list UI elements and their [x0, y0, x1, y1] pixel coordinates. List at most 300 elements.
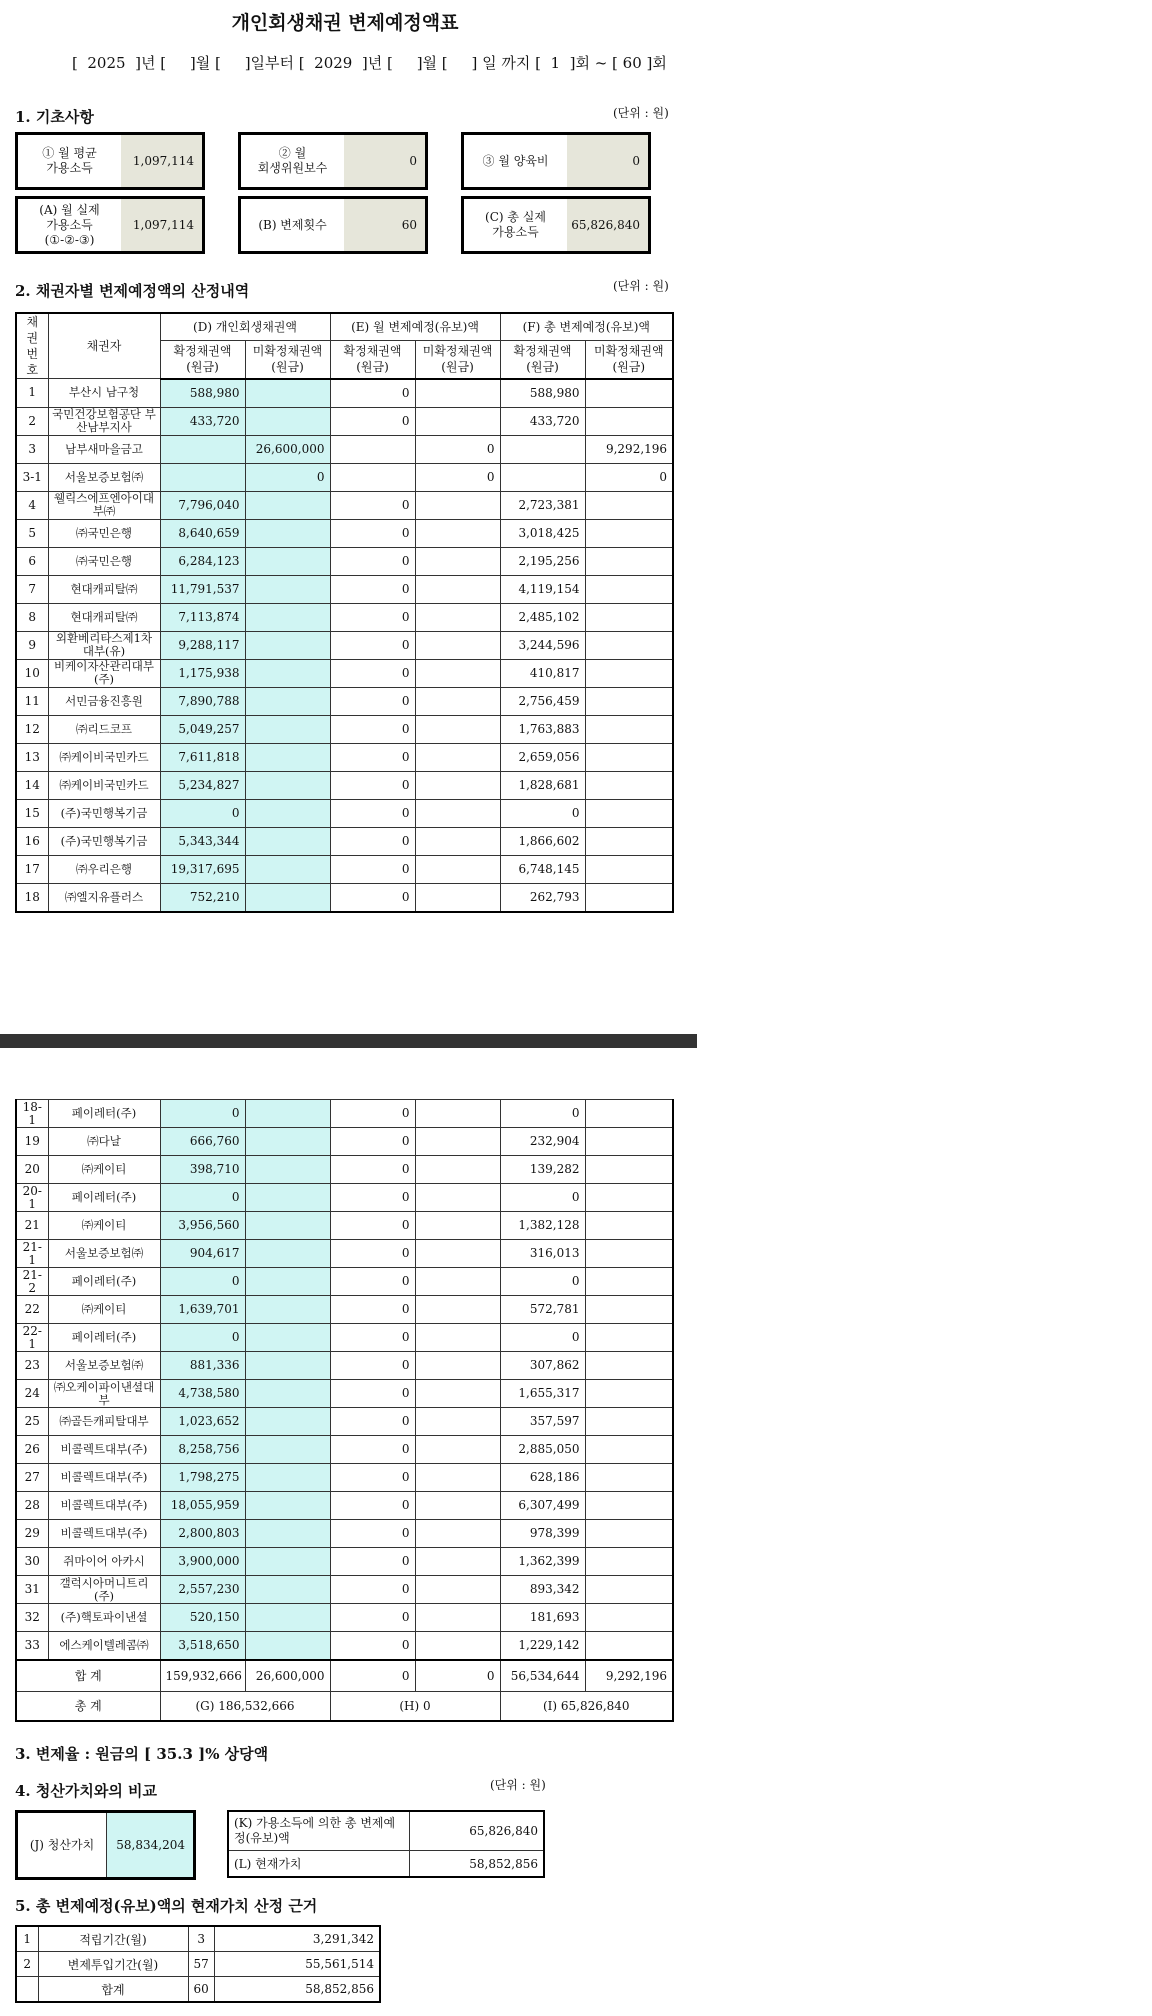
row-creditor: 비콜렉트대부(주): [48, 1520, 160, 1548]
k-label: (K) 가용소득에 의한 총 변제예정(유보)액: [228, 1811, 410, 1851]
row-creditor: ㈜케이비국민카드: [48, 743, 160, 771]
row-d-confirmed: 3,900,000: [160, 1548, 245, 1576]
row-d-unconfirmed: [245, 1604, 330, 1632]
row-e-unconfirmed: [415, 1464, 500, 1492]
row-e-confirmed: [330, 435, 415, 463]
pv-no: 2: [16, 1952, 38, 1977]
row-d-confirmed: 0: [160, 1100, 245, 1128]
creditor-row: [16, 1548, 673, 1576]
row-f-unconfirmed: 0: [585, 463, 673, 491]
f-confirmed-header: 확정채권액 (원금): [500, 340, 585, 378]
row-e-unconfirmed: [415, 1156, 500, 1184]
row-f-unconfirmed: [585, 1100, 673, 1128]
row-d-confirmed: 2,557,230: [160, 1576, 245, 1604]
row-e-confirmed: 0: [330, 1128, 415, 1156]
basic-info-label: ② 월 회생위원보수: [257, 146, 328, 175]
row-e-confirmed: 0: [330, 519, 415, 547]
row-f-confirmed: 0: [500, 1268, 585, 1296]
row-no: 29: [16, 1520, 48, 1548]
row-e-confirmed: 0: [330, 631, 415, 659]
row-no: 21-2: [16, 1268, 48, 1296]
row-d-unconfirmed: [245, 1380, 330, 1408]
row-f-unconfirmed: [585, 1324, 673, 1352]
creditor-row: [16, 407, 673, 435]
row-creditor: 현대캐피탈㈜: [48, 603, 160, 631]
row-creditor: ㈜케이티: [48, 1156, 160, 1184]
row-no: 8: [16, 603, 48, 631]
row-d-confirmed: 18,055,959: [160, 1492, 245, 1520]
row-no: 22: [16, 1296, 48, 1324]
row-d-confirmed: 398,710: [160, 1156, 245, 1184]
row-f-unconfirmed: [585, 799, 673, 827]
row-f-confirmed: 2,485,102: [500, 603, 585, 631]
basic-info-value: 0: [567, 135, 648, 187]
row-creditor: ㈜케이티: [48, 1212, 160, 1240]
row-no: 17: [16, 855, 48, 883]
row-d-confirmed: 588,980: [160, 379, 245, 408]
row-d-confirmed: 1,023,652: [160, 1408, 245, 1436]
row-d-unconfirmed: [245, 379, 330, 408]
row-f-confirmed: 433,720: [500, 407, 585, 435]
row-e-confirmed: 0: [330, 1212, 415, 1240]
row-no: 14: [16, 771, 48, 799]
unit-label-1: (단위 : 원): [613, 106, 669, 120]
row-e-confirmed: 0: [330, 1324, 415, 1352]
row-creditor: 서울보증보험㈜: [48, 1352, 160, 1380]
row-creditor: 서울보증보험㈜: [48, 1240, 160, 1268]
row-e-unconfirmed: [415, 659, 500, 687]
row-f-confirmed: 1,828,681: [500, 771, 585, 799]
row-d-confirmed: 904,617: [160, 1240, 245, 1268]
document-title: 개인회생채권 변제예정액표: [231, 12, 459, 34]
row-no: 32: [16, 1604, 48, 1632]
col-no-header: 채권 번호: [16, 313, 48, 379]
creditor-row: [16, 883, 673, 912]
row-d-unconfirmed: [245, 1240, 330, 1268]
present-value-row: [16, 1926, 380, 1952]
row-no: 2: [16, 407, 48, 435]
row-d-unconfirmed: [245, 771, 330, 799]
row-e-unconfirmed: [415, 379, 500, 408]
creditor-row: [16, 1576, 673, 1604]
row-f-confirmed: 262,793: [500, 883, 585, 912]
basic-info-value: 65,826,840: [567, 199, 648, 251]
row-e-confirmed: 0: [330, 1408, 415, 1436]
row-d-confirmed: 0: [160, 1268, 245, 1296]
row-creditor: 페이레터(주): [48, 1268, 160, 1296]
total-e-confirmed: 0: [330, 1660, 415, 1692]
pv-label: 합계: [38, 1977, 188, 2003]
row-creditor: 페이레터(주): [48, 1184, 160, 1212]
row-f-unconfirmed: [585, 1184, 673, 1212]
row-e-unconfirmed: [415, 715, 500, 743]
row-e-confirmed: 0: [330, 1352, 415, 1380]
col-creditor-header: 채권자: [48, 313, 160, 379]
row-e-confirmed: 0: [330, 855, 415, 883]
present-value-row: [16, 1952, 380, 1977]
creditor-row: [16, 1408, 673, 1436]
row-f-confirmed: 0: [500, 1324, 585, 1352]
row-creditor: ㈜케이티: [48, 1296, 160, 1324]
row-creditor: 페이레터(주): [48, 1324, 160, 1352]
l-label: (L) 현재가치: [228, 1851, 410, 1878]
row-creditor: 쥐마이어 아카시: [48, 1548, 160, 1576]
row-e-confirmed: 0: [330, 1100, 415, 1128]
row-no: 12: [16, 715, 48, 743]
row-f-unconfirmed: [585, 1548, 673, 1576]
row-e-unconfirmed: [415, 1184, 500, 1212]
row-f-confirmed: 3,018,425: [500, 519, 585, 547]
creditor-row: [16, 771, 673, 799]
row-f-unconfirmed: [585, 407, 673, 435]
row-f-confirmed: 2,756,459: [500, 687, 585, 715]
row-e-confirmed: 0: [330, 1156, 415, 1184]
row-f-unconfirmed: [585, 1268, 673, 1296]
row-e-unconfirmed: [415, 1548, 500, 1576]
basic-info-label: (A) 월 실제 가용소득 (①-②-③): [39, 202, 100, 247]
col-d-header: (D) 개인회생채권액: [160, 313, 330, 340]
row-no: 9: [16, 631, 48, 659]
row-f-unconfirmed: [585, 1604, 673, 1632]
basic-info-value: 60: [344, 199, 425, 251]
row-e-unconfirmed: 0: [415, 463, 500, 491]
creditor-row: [16, 519, 673, 547]
row-e-confirmed: 0: [330, 603, 415, 631]
row-creditor: 비콜렉트대부(주): [48, 1464, 160, 1492]
l-value: 58,852,856: [410, 1851, 545, 1878]
row-e-confirmed: 0: [330, 1632, 415, 1661]
row-f-unconfirmed: [585, 1380, 673, 1408]
row-e-unconfirmed: [415, 1240, 500, 1268]
section3-heading: 3. 변제율 : 원금의 [ 35.3 ]% 상당액: [15, 1745, 269, 1763]
row-f-unconfirmed: [585, 883, 673, 912]
row-f-confirmed: 893,342: [500, 1576, 585, 1604]
row-creditor: ㈜다날: [48, 1128, 160, 1156]
row-no: 21-1: [16, 1240, 48, 1268]
row-d-unconfirmed: [245, 1576, 330, 1604]
row-no: 28: [16, 1492, 48, 1520]
creditor-row: [16, 1492, 673, 1520]
row-f-confirmed: 1,362,399: [500, 1548, 585, 1576]
row-d-unconfirmed: [245, 1128, 330, 1156]
row-f-confirmed: 1,382,128: [500, 1212, 585, 1240]
row-creditor: (주)국민행복기금: [48, 827, 160, 855]
row-e-confirmed: 0: [330, 547, 415, 575]
row-e-confirmed: 0: [330, 1520, 415, 1548]
row-e-unconfirmed: [415, 883, 500, 912]
row-d-confirmed: 3,518,650: [160, 1632, 245, 1661]
row-f-confirmed: 572,781: [500, 1296, 585, 1324]
f-unconfirmed-header: 미확정채권액 (원금): [585, 340, 673, 378]
row-e-confirmed: 0: [330, 1604, 415, 1632]
row-f-unconfirmed: [585, 1492, 673, 1520]
creditor-row: [16, 1464, 673, 1492]
row-no: 30: [16, 1548, 48, 1576]
row-e-unconfirmed: [415, 1296, 500, 1324]
basic-info-box: [238, 132, 428, 190]
row-creditor: 외환베리타스제1차대부(유): [48, 631, 160, 659]
row-f-confirmed: [500, 435, 585, 463]
row-e-confirmed: 0: [330, 1240, 415, 1268]
row-e-unconfirmed: [415, 855, 500, 883]
unit-label-2: (단위 : 원): [613, 279, 669, 293]
section5-heading: 5. 총 변제예정(유보)액의 현재가치 산정 근거: [15, 1897, 318, 1915]
row-no: 6: [16, 547, 48, 575]
row-creditor: ㈜골든캐피탈대부: [48, 1408, 160, 1436]
row-creditor: ㈜우리은행: [48, 855, 160, 883]
row-e-confirmed: 0: [330, 827, 415, 855]
creditor-row: [16, 379, 673, 408]
creditor-row: [16, 1380, 673, 1408]
row-f-unconfirmed: [585, 1436, 673, 1464]
creditor-row: [16, 631, 673, 659]
row-d-unconfirmed: [245, 575, 330, 603]
creditor-row: [16, 1632, 673, 1661]
row-e-confirmed: 0: [330, 1268, 415, 1296]
row-no: 19: [16, 1128, 48, 1156]
row-e-unconfirmed: [415, 1520, 500, 1548]
row-no: 18-1: [16, 1100, 48, 1128]
basic-info-box: [15, 196, 205, 254]
basic-info-label: (C) 총 실제 가용소득: [485, 210, 546, 239]
row-f-confirmed: 181,693: [500, 1604, 585, 1632]
row-f-confirmed: [500, 463, 585, 491]
basic-info-value: 1,097,114: [121, 135, 202, 187]
row-e-unconfirmed: [415, 1212, 500, 1240]
liquidation-value: 58,834,204: [106, 1813, 193, 1877]
row-d-confirmed: 0: [160, 1184, 245, 1212]
row-creditor: 서울보증보험㈜: [48, 463, 160, 491]
row-d-unconfirmed: [245, 1156, 330, 1184]
page-separator: [0, 1034, 697, 1048]
row-d-confirmed: 8,640,659: [160, 519, 245, 547]
row-d-confirmed: 7,113,874: [160, 603, 245, 631]
row-d-unconfirmed: [245, 687, 330, 715]
row-f-unconfirmed: [585, 1632, 673, 1661]
liquidation-value-label: (J) 청산가치: [29, 1837, 95, 1852]
row-no: 33: [16, 1632, 48, 1661]
k-value: 65,826,840: [410, 1811, 545, 1851]
creditor-row: [16, 1212, 673, 1240]
basic-info-box: [461, 132, 651, 190]
row-creditor: 현대캐피탈㈜: [48, 575, 160, 603]
row-f-confirmed: 410,817: [500, 659, 585, 687]
pv-amount: 3,291,342: [214, 1926, 380, 1952]
row-f-unconfirmed: [585, 379, 673, 408]
total-d-confirmed: 159,932,666: [160, 1660, 245, 1692]
creditor-row: [16, 799, 673, 827]
row-e-confirmed: 0: [330, 1548, 415, 1576]
row-f-unconfirmed: [585, 1352, 673, 1380]
grand-total-i: (I) 65,826,840: [500, 1692, 673, 1722]
payment-period: [ 2025 ]년 [ ]월 [ ]일부터 [ 2029 ]년 [ ]월 [ ] 일 까지 [ 1 ]회 ~ [ 60 ]회: [72, 54, 667, 72]
row-f-unconfirmed: [585, 547, 673, 575]
row-f-unconfirmed: [585, 1128, 673, 1156]
row-d-confirmed: 19,317,695: [160, 855, 245, 883]
row-d-unconfirmed: 0: [245, 463, 330, 491]
creditor-row: [16, 855, 673, 883]
grand-total-label: 총 계: [16, 1692, 160, 1722]
creditor-row: [16, 575, 673, 603]
row-no: 16: [16, 827, 48, 855]
row-no: 15: [16, 799, 48, 827]
row-f-confirmed: 357,597: [500, 1408, 585, 1436]
row-e-unconfirmed: [415, 1576, 500, 1604]
row-no: 13: [16, 743, 48, 771]
row-f-unconfirmed: [585, 687, 673, 715]
row-e-unconfirmed: [415, 1100, 500, 1128]
row-e-unconfirmed: 0: [415, 435, 500, 463]
row-e-unconfirmed: [415, 1352, 500, 1380]
row-e-unconfirmed: [415, 687, 500, 715]
row-creditor: 서민금융진흥원: [48, 687, 160, 715]
creditor-row: [16, 1436, 673, 1464]
row-no: 21: [16, 1212, 48, 1240]
row-d-confirmed: 881,336: [160, 1352, 245, 1380]
creditor-row: [16, 659, 673, 687]
row-d-unconfirmed: [245, 1100, 330, 1128]
row-d-unconfirmed: [245, 1324, 330, 1352]
total-label: 합 계: [16, 1660, 160, 1692]
total-e-unconfirmed: 0: [415, 1660, 500, 1692]
row-d-confirmed: 7,796,040: [160, 491, 245, 519]
basic-info-box: [238, 196, 428, 254]
pv-months: 57: [188, 1952, 214, 1977]
row-e-unconfirmed: [415, 743, 500, 771]
row-f-confirmed: 1,763,883: [500, 715, 585, 743]
row-e-unconfirmed: [415, 603, 500, 631]
row-d-unconfirmed: [245, 1464, 330, 1492]
row-d-confirmed: [160, 463, 245, 491]
row-d-unconfirmed: [245, 1548, 330, 1576]
row-d-unconfirmed: [245, 1352, 330, 1380]
pv-months: 3: [188, 1926, 214, 1952]
row-f-confirmed: 2,723,381: [500, 491, 585, 519]
row-creditor: 갤럭시아머니트리(주): [48, 1576, 160, 1604]
row-creditor: ㈜리드코프: [48, 715, 160, 743]
row-d-confirmed: 666,760: [160, 1128, 245, 1156]
row-creditor: ㈜엘지유플러스: [48, 883, 160, 912]
creditor-row: [16, 743, 673, 771]
row-creditor: 비콜렉트대부(주): [48, 1492, 160, 1520]
comparison-table: [227, 1810, 545, 1878]
row-e-unconfirmed: [415, 519, 500, 547]
creditor-row: [16, 547, 673, 575]
row-e-confirmed: 0: [330, 1492, 415, 1520]
row-no: 27: [16, 1464, 48, 1492]
row-f-unconfirmed: [585, 1520, 673, 1548]
row-no: 3-1: [16, 463, 48, 491]
row-d-unconfirmed: 26,600,000: [245, 435, 330, 463]
creditor-row: [16, 687, 673, 715]
row-no: 18: [16, 883, 48, 912]
row-no: 31: [16, 1576, 48, 1604]
creditor-row: [16, 1520, 673, 1548]
basic-info-value: 0: [344, 135, 425, 187]
row-e-unconfirmed: [415, 1128, 500, 1156]
col-f-header: (F) 총 변제예정(유보)액: [500, 313, 673, 340]
row-e-confirmed: 0: [330, 1184, 415, 1212]
row-e-confirmed: 0: [330, 407, 415, 435]
row-f-confirmed: 4,119,154: [500, 575, 585, 603]
row-no: 4: [16, 491, 48, 519]
creditor-row: [16, 491, 673, 519]
row-f-unconfirmed: [585, 771, 673, 799]
row-d-unconfirmed: [245, 1492, 330, 1520]
row-d-unconfirmed: [245, 743, 330, 771]
row-d-confirmed: 4,738,580: [160, 1380, 245, 1408]
row-f-confirmed: 0: [500, 1100, 585, 1128]
row-d-confirmed: 9,288,117: [160, 631, 245, 659]
total-d-unconfirmed: 26,600,000: [245, 1660, 330, 1692]
row-d-unconfirmed: [245, 1436, 330, 1464]
row-d-unconfirmed: [245, 715, 330, 743]
pv-no: [16, 1977, 38, 2003]
row-creditor: ㈜국민은행: [48, 547, 160, 575]
row-f-confirmed: 232,904: [500, 1128, 585, 1156]
row-f-confirmed: 6,748,145: [500, 855, 585, 883]
row-d-unconfirmed: [245, 799, 330, 827]
row-e-unconfirmed: [415, 1324, 500, 1352]
row-creditor: 웰릭스에프엔아이대부㈜: [48, 491, 160, 519]
row-f-unconfirmed: [585, 715, 673, 743]
row-no: 20-1: [16, 1184, 48, 1212]
row-e-unconfirmed: [415, 799, 500, 827]
row-creditor: ㈜케이비국민카드: [48, 771, 160, 799]
creditor-row: [16, 1240, 673, 1268]
row-e-confirmed: 0: [330, 379, 415, 408]
row-d-unconfirmed: [245, 827, 330, 855]
row-e-confirmed: 0: [330, 575, 415, 603]
row-d-confirmed: 7,611,818: [160, 743, 245, 771]
row-d-confirmed: [160, 435, 245, 463]
row-e-unconfirmed: [415, 1268, 500, 1296]
row-e-unconfirmed: [415, 407, 500, 435]
row-f-unconfirmed: [585, 1408, 673, 1436]
section1-heading: 1. 기초사항: [15, 108, 94, 126]
row-e-confirmed: 0: [330, 1296, 415, 1324]
row-d-confirmed: 433,720: [160, 407, 245, 435]
basic-info-label: ③ 월 양육비: [482, 153, 549, 168]
row-no: 1: [16, 379, 48, 408]
row-f-unconfirmed: [585, 827, 673, 855]
creditor-row: [16, 1324, 673, 1352]
row-e-unconfirmed: [415, 1436, 500, 1464]
section2-heading: 2. 채권자별 변제예정액의 산정내역: [15, 282, 250, 300]
row-f-confirmed: 3,244,596: [500, 631, 585, 659]
row-e-unconfirmed: [415, 1408, 500, 1436]
creditor-row: [16, 463, 673, 491]
row-d-confirmed: 1,175,938: [160, 659, 245, 687]
creditor-row: [16, 1268, 673, 1296]
basic-info-value: 1,097,114: [121, 199, 202, 251]
row-e-unconfirmed: [415, 631, 500, 659]
total-f-unconfirmed: 9,292,196: [585, 1660, 673, 1692]
row-f-unconfirmed: [585, 1576, 673, 1604]
row-f-confirmed: 1,229,142: [500, 1632, 585, 1661]
row-no: 22-1: [16, 1324, 48, 1352]
row-creditor: 비케이자산관리대부(주): [48, 659, 160, 687]
row-f-unconfirmed: [585, 659, 673, 687]
row-f-unconfirmed: [585, 1296, 673, 1324]
row-f-unconfirmed: [585, 1464, 673, 1492]
row-d-unconfirmed: [245, 883, 330, 912]
row-e-confirmed: [330, 463, 415, 491]
row-d-unconfirmed: [245, 407, 330, 435]
row-f-confirmed: 2,195,256: [500, 547, 585, 575]
repayment-table-page1: [15, 312, 674, 913]
liquidation-value-box: [15, 1810, 196, 1880]
